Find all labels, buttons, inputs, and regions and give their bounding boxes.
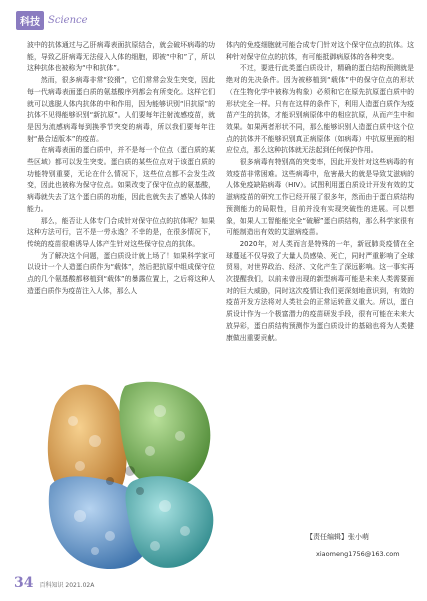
- paragraph: 很多病毒有特别高的突变率，因此开发针对这些病毒的有效疫苗非常困难。这些病毒中，危害最大的就是导致艾滋病的人体免疫缺陷病毒（HIV）。试图利用蛋白质设计开发有效的艾滋病疫苗的研究工作已经开展了很多年，然而由于蛋白质结构预测能力的局限性，目前并没有实现突破性的进展。可以想象，如果人工智能能完全“破解”蛋白质结构，那么科学家很有可能制造出有效的艾滋病疫苗。: [226, 158, 414, 237]
- paragraph: 体内的免疫细胞就可能合成专门针对这个保守位点的抗体。这种针对保守位点的抗体，有可能抵御病原体的各种突变。: [226, 41, 414, 61]
- protein-structure-illustration: [25, 366, 226, 577]
- paragraph: 波中的抗体通过与乙肝病毒表面抗原结合，就会破坏病毒的功能，导致乙肝病毒无法侵入人体的细胞，即被“中和”了，所以这种抗体也被称为“中和抗体”。: [27, 41, 215, 73]
- page-header: [16, 9, 88, 31]
- paragraph: 然而，很多病毒非常“狡猾”，它们常常会发生突变，因此每一代病毒表面蛋白质的氨基酸序列都会有所变化。这样它们就可以逃脱人体内抗体的中和作用，因为能够识别“旧抗原”的抗体不见得能够识别“新抗原”。人们要每年注射流感疫苗，就是因为流感病毒每到换季节突变的病毒，所以我们要每年注射“最合适版本”的疫苗。: [27, 76, 215, 143]
- left-text-column: [27, 40, 215, 297]
- category-badge: 科技: [16, 11, 44, 30]
- page-number: 34: [14, 575, 34, 591]
- paragraph: 不过，要进行此类蛋白质设计，精确的蛋白结构预测就是绝对的先决条件。因为被移植到“载体”中的保守位点的形状（在生物化学中被称为构象）必须和它在原先抗原蛋白质中的形状完全一样。只有在这样的条件下，利用人造蛋白质作为疫苗产生的抗体，才能识别病原体中的相应抗原，从而产生中和效果。如果两者形状不同，那么能够识别人造蛋白质中这个位点的抗体并不能够识别真正病原体（如病毒）中抗原里面的相应位点，那么这种抗体就无法起到任何保护作用。: [226, 64, 414, 155]
- section-title: Science: [48, 14, 88, 26]
- editor-label: 【责任编辑】: [306, 533, 348, 541]
- paragraph: 2020年，对人类而言是特殊的一年，新冠肺炎疫情在全球蔓延不仅导致了大量人员感染、死亡，同时严重影响了全球贸易，对世界政治、经济、文化产生了深远影响。这一事实再次提醒我们，以前未曾出现的新型病毒可能是未来人类需要面对的巨大威胁，同时这次疫情让我们更深刻地意识到，有效的疫苗开发方法将对人类社会的正常运转意义重大。所以，蛋白质设计作为一个极富潜力的疫苗研发手段，很有可能在未来大放异彩，蛋白质结构预测作为蛋白质设计的基础也将为人类健康做出重要贡献。: [226, 239, 414, 342]
- right-text-column: [226, 40, 414, 344]
- responsible-editor: [306, 532, 369, 542]
- editor-email: xiaomeng1756@163.com: [316, 550, 400, 558]
- page-footer: [14, 575, 94, 591]
- paragraph: 那么，能否让人体专门合成针对保守位点的抗体呢？如果这种方法可行，岂不是一劳永逸？不幸的是，在很多情况下，传统的疫苗很难诱导人体产生针对这些保守位点的抗体。: [27, 216, 215, 248]
- magazine-issue: 百科知识 2021.02A: [39, 582, 95, 589]
- paragraph: 为了解决这个问题，蛋白质设计就上场了！如果科学家可以设计一个人造蛋白质作为“载体”，然后把抗原中组成保守位点的几个氨基酸都移植到“载体”的暴露位置上，之后将这种人造蛋白质作为疫苗注入人体，那么人: [27, 251, 215, 295]
- paragraph: 在病毒表面的蛋白质中，并不是每一个位点（蛋白质的某些区域）都可以发生突变。蛋白质的某些位点对于该蛋白质的功能特别重要，无论在什么情况下，这些位点都不会发生改变，因此也被称为保守位点。如果改变了保守位点的氨基酸，病毒就失去了这个蛋白质的功能，因此也就失去了感染人体的能力。: [27, 146, 215, 213]
- protein-structure-image: [25, 366, 226, 577]
- editor-name: 张小萌: [348, 533, 369, 541]
